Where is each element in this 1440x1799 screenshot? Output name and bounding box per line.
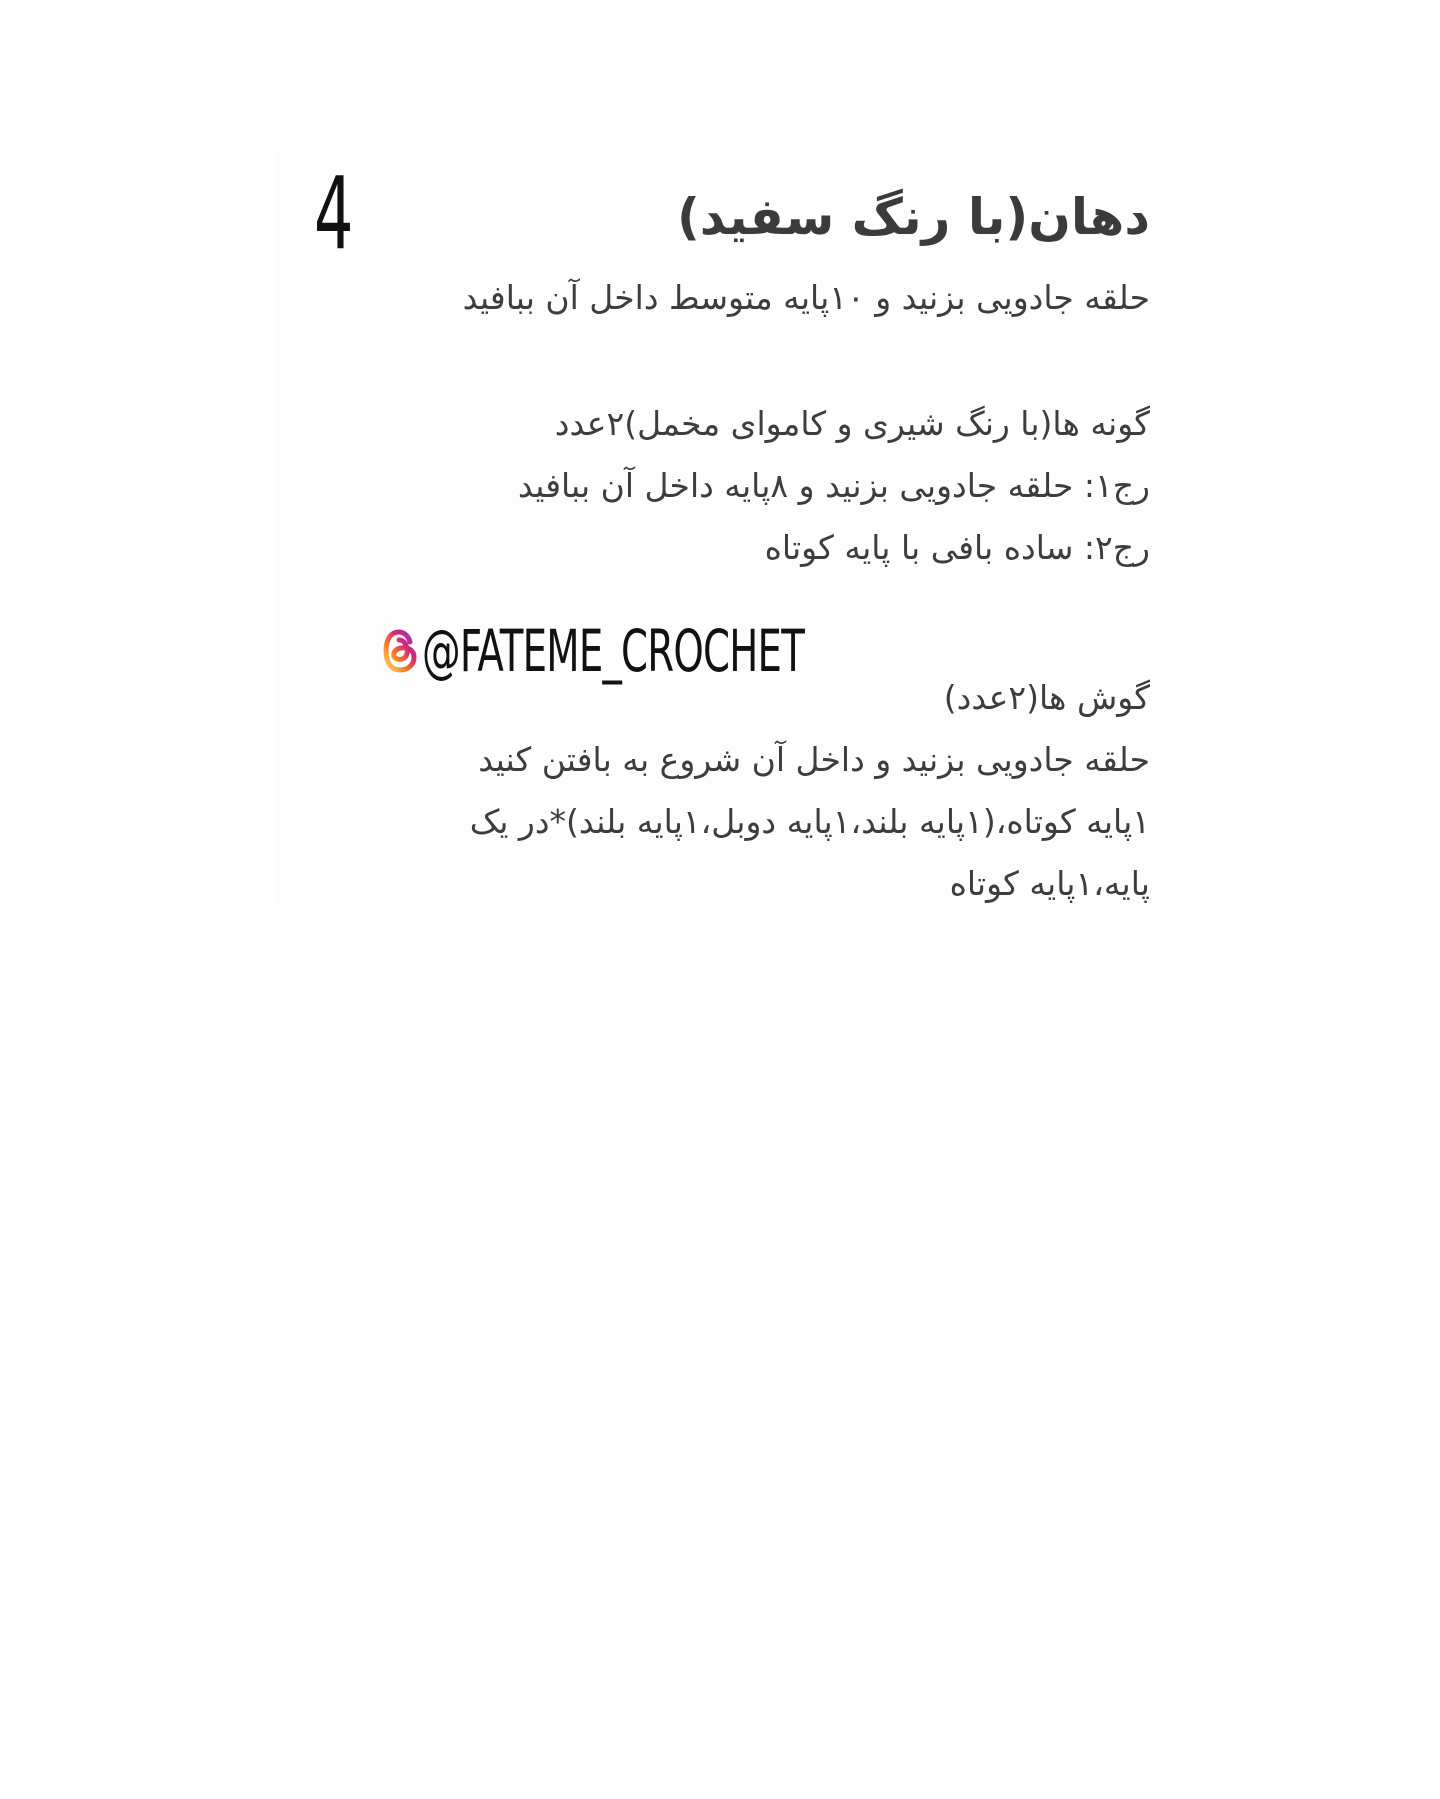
instagram-handle-text: @FATEME_CROCHET <box>422 617 805 685</box>
cheeks-row-2: رج۲: ساده بافی با پایه کوتاه <box>764 528 1150 567</box>
ears-line-1: حلقه جادویی بزنید و داخل آن شروع به بافتن کنید <box>478 740 1150 779</box>
section-title-mouth: دهان(با رنگ سفید) <box>676 188 1150 246</box>
ears-line-3: پایه،۱پایه کوتاه <box>949 864 1150 903</box>
instructions-body <box>380 185 1150 579</box>
ears-heading: گوش ها(۲عدد) <box>943 678 1150 717</box>
page-number: 4 <box>314 155 354 272</box>
ears-section <box>380 667 1150 915</box>
ears-line-2: ۱پایه کوتاه،(۱پایه بلند،۱پایه دوبل،۱پایه بلند)*در یک <box>469 802 1150 841</box>
spacer <box>380 329 1150 393</box>
cheeks-heading: گونه ها(با رنگ شیری و کاموای مخمل)۲عدد <box>554 404 1150 443</box>
mouth-instruction: حلقه جادویی بزنید و ۱۰پایه متوسط داخل آن ببافید <box>462 278 1150 317</box>
cheeks-row-1: رج۱: حلقه جادویی بزنید و ۸پایه داخل آن ببافید <box>517 466 1150 505</box>
